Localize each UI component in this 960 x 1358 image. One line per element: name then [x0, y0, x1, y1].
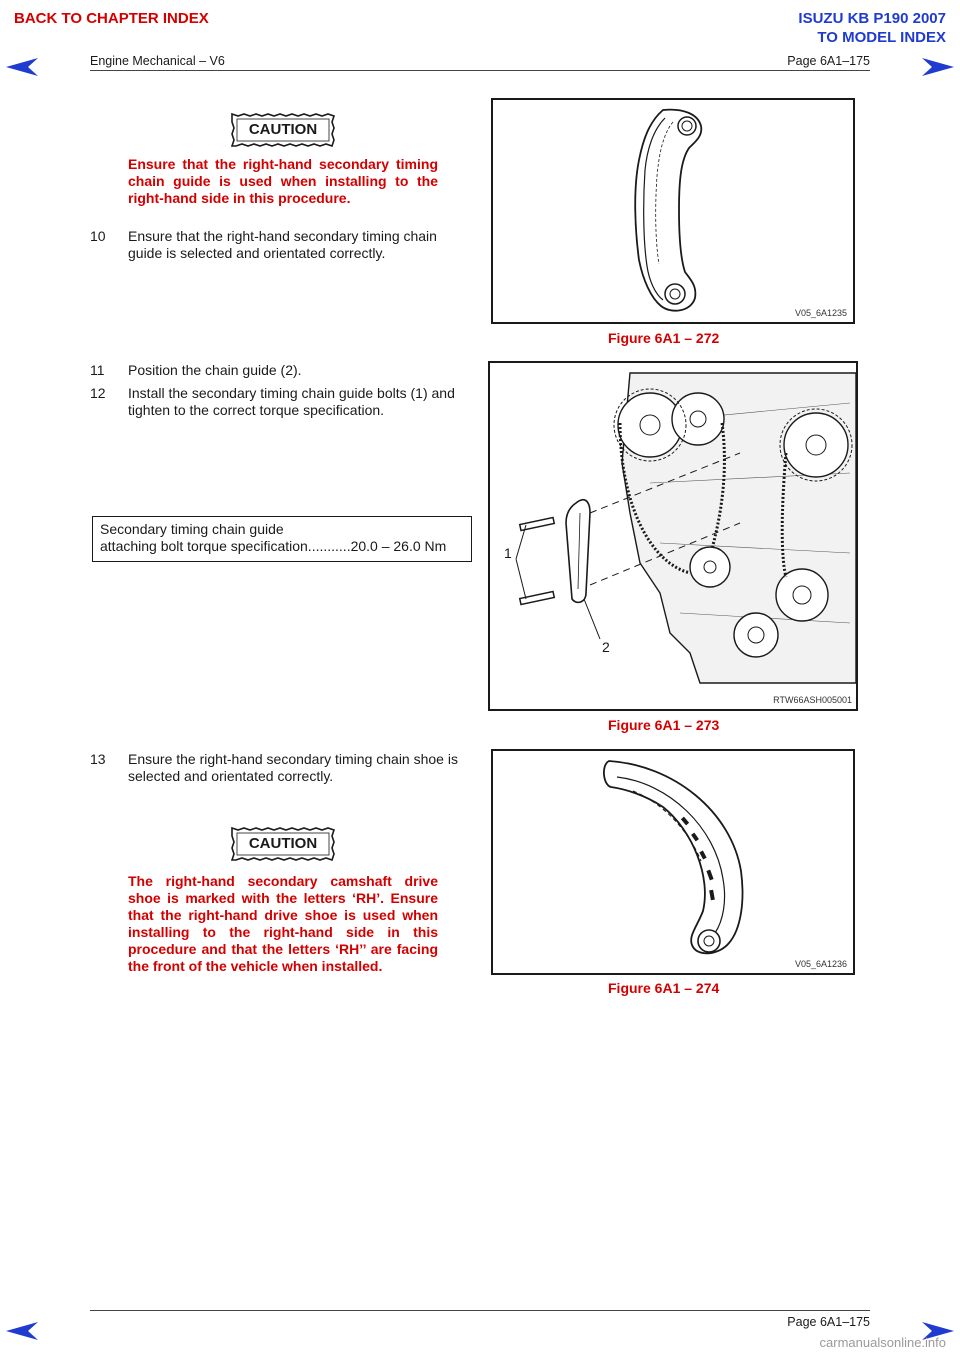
step-text: Position the chain guide (2). — [128, 362, 302, 378]
to-model-index-link[interactable]: TO MODEL INDEX — [817, 29, 946, 46]
caution-label: CAUTION — [248, 835, 318, 852]
footer-rule — [90, 1310, 870, 1311]
step-text: Install the secondary timing chain guide bolts (1) and tighten to the correct torque specification. — [128, 385, 455, 418]
step-number: 12 — [90, 385, 106, 401]
caution-badge — [228, 112, 338, 148]
step-12 — [90, 385, 475, 419]
previous-page-arrow-icon[interactable] — [6, 1322, 38, 1340]
callout-1: 1 — [504, 545, 512, 561]
callout-2: 2 — [602, 639, 610, 655]
step-number: 11 — [90, 362, 105, 378]
step-13 — [90, 751, 475, 785]
caution-label: CAUTION — [248, 121, 318, 138]
caution-text-1: Ensure that the right-hand secondary timing chain guide is used when installing to the right-hand side in this procedure. — [128, 156, 438, 206]
spec-line-2: attaching bolt torque specification...........20.0 – 26.0 Nm — [100, 538, 447, 554]
model-title: ISUZU KB P190 2007 — [798, 10, 946, 27]
header-rule — [90, 70, 870, 71]
figure-273-caption: Figure 6A1 – 273 — [608, 717, 720, 733]
figure-272-chain-guide-image — [491, 98, 855, 324]
next-page-arrow-icon[interactable] — [922, 58, 954, 76]
figure-274-chain-shoe-image — [491, 749, 855, 975]
step-11 — [90, 362, 475, 379]
step-text: Ensure that the right-hand secondary timing chain guide is selected and orientated correctly. — [128, 228, 437, 261]
header-page-number: Page 6A1–175 — [787, 54, 870, 68]
watermark: carmanualsonline.info — [819, 1335, 946, 1350]
spec-line-1: Secondary timing chain guide — [100, 521, 284, 537]
torque-spec-box — [92, 516, 472, 562]
figure-code: V05_6A1236 — [794, 959, 847, 969]
figure-code: V05_6A1235 — [794, 308, 847, 318]
previous-page-arrow-icon[interactable] — [6, 58, 38, 76]
caution-badge — [228, 826, 338, 862]
step-text: Ensure the right-hand secondary timing chain shoe is selected and orientated correctly. — [128, 751, 458, 784]
figure-274-caption: Figure 6A1 – 274 — [608, 980, 720, 996]
step-10 — [90, 228, 475, 262]
figure-273-engine-timing-image — [488, 361, 858, 711]
footer-page-number: Page 6A1–175 — [787, 1315, 870, 1329]
figure-272-caption: Figure 6A1 – 272 — [608, 330, 720, 346]
step-number: 10 — [90, 228, 106, 244]
back-to-chapter-index-link[interactable]: BACK TO CHAPTER INDEX — [14, 10, 209, 27]
caution-text-2: The right-hand secondary camshaft drive shoe is marked with the letters ‘RH’. Ensure that the right-hand drive shoe is used when installing to the right-hand side in this procedure and that the letters ‘RH’’ are facing the front of the vehicle when installed. — [128, 873, 438, 974]
figure-code: RTW66ASH005001 — [773, 695, 852, 705]
section-title: Engine Mechanical – V6 — [90, 54, 225, 68]
step-number: 13 — [90, 751, 106, 767]
